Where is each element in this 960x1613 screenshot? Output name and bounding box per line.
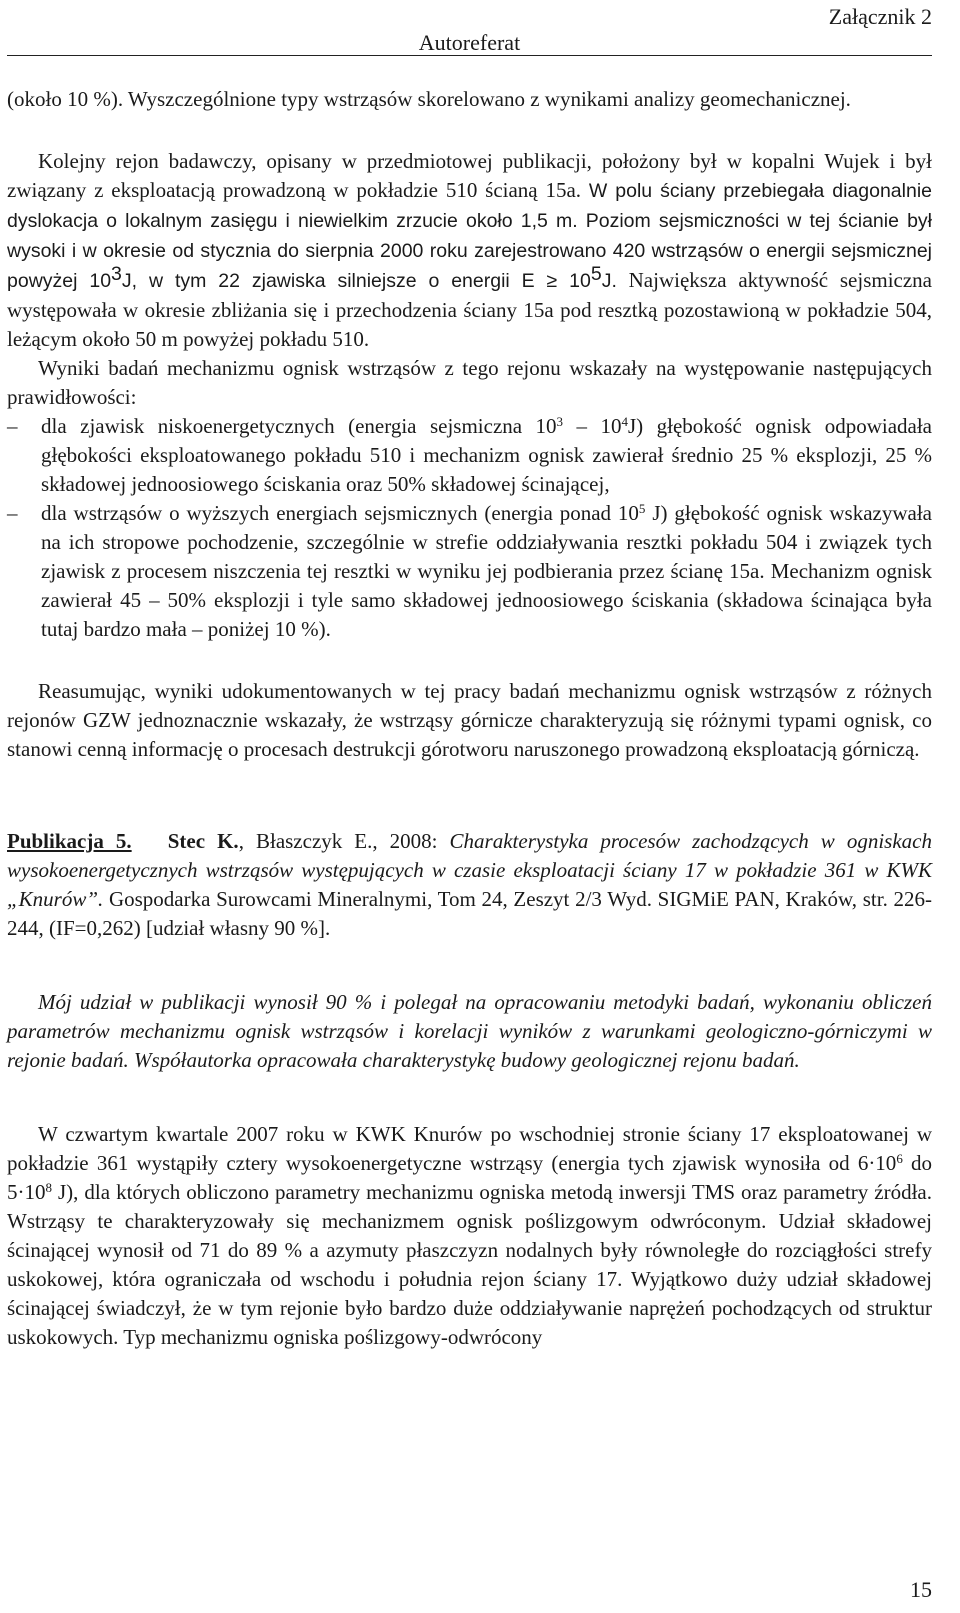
paragraph-2: Kolejny rejon badawczy, opisany w przedmiotowej publikacji, położony był w kopalni Wujek i był związany z eksploatacją prowadzoną w pokładzie 510 ścianą 15a. W polu ściany przebiegała diagonalnie dyslokacja o lokalnym zasięgu i niewielkim zrzucie około 1,5 m. Poziom sejsmiczności w tej ścianie był wysoki i w okresie od stycznia do sierpnia 2000 roku zarejestrowano 420 wstrząsów o energii sejsmicznej powyżej $10^3J$, w tym 22 zjawiska silniejsze o energii $E \ge 10^5J$. Największa aktywność sejsmiczna występowała w okresie zbliżania się i przechodzenia ściany 15a pod resztką pozostawioną w pokładzie 504, leżącym około 50 m powyżej pokładu 510. (7, 149, 933, 351)
dash-bullet: – (7, 414, 18, 438)
list-item: – dla zjawisk niskoenergetycznych (energia sejsmiczna $10^3 - 10^4J$) głębokość ognisk odpowiadała głębokości eksploatowanego pokładu 510 i mechanizm ognisk zawierał średnio 25 % eksplozji, 25 % składowej jednoosiowego ściskania oraz 50% składowej ścinającej, (7, 414, 932, 496)
document-title: Autoreferat (418, 30, 521, 55)
publication-label: Publikacja 5. (7, 829, 132, 853)
dash-bullet: – (7, 501, 18, 525)
paragraph-5: W czwartym kwartale 2007 roku w KWK Knurów po wschodniej stronie ściany 17 eksploatowanej w pokładzie 361 wystąpiły cztery wysokoenergetyczne wstrząsy (energia tych zjawisk wynosiła od $6\cdot 10^6$ do $5\cdot 10^8$ J), dla których obliczono parametry mechanizmu ogniska metodą inwersji TMS oraz parametry źródła. Wstrząsy te charakteryzowały się mechanizmem ognisk poślizgowym odwróconym. Udział składowej ścinającej wynosił od 71 do 89 % a azymuty płaszczyzn nodalnych były równoległe do rozciągłości strefy uskokowej, która ograniczała od wschodu i południa rejon ściany 17. Wyjątkowo duży udział składowej ścinającej świadczył, że w tym rejonie było bardzo duże oddziaływanie naprężeń pochodzących od struktur uskokowych. Typ mechanizmu ogniska poślizgowy-odwrócony (7, 1122, 932, 1349)
list-item: – dla wstrząsów o wyższych energiach sejsmicznych (energia ponad $10^5$ J) głębokość ognisk wskazywała na ich stropowe pochodzenie, szczególnie w strefie oddziaływania resztki pokładu 504 i związek tych zjawisk z procesem niszczenia tej resztki w wyniku jej podbierania przez ścianę 15a. Mechanizm ognisk zawierał 45 – 50% eksplozji i tyle samo składowej jednoosiowego ściskania (składowa ścinająca była tutaj bardzo mała – poniżej 10 %). (7, 501, 932, 641)
paragraph-summary: Reasumując, wyniki udokumentowanych w tej pracy badań mechanizmu ognisk wstrząsów z różnych rejonów GZW jednoznacznie wskazały, że wstrząsy górnicze charakteryzują się różnymi typami ognisk, co stanowi cenną informację o procesach destrukcji górotworu naruszonego prowadzoną eksploatacją górniczą. (7, 679, 932, 761)
paragraph-1: (około 10 %). Wyszczególnione typy wstrząsów skorelowano z wynikami analizy geomechanicznej. (7, 87, 851, 111)
page-header (7, 0, 932, 58)
paragraph-3: Wyniki badań mechanizmu ognisk wstrząsów z tego rejonu wskazały na występowanie następujących prawidłowości: (7, 356, 932, 409)
header-rule (7, 55, 932, 56)
publication-citation: Publikacja 5. Stec K., Błaszczyk E., 2008: Charakterystyka procesów zachodzących w ogniskach wysokoenergetycznych wstrząsów występujących w czasie eksploatacji ściany 17 w pokładzie 361 w KWK „Knurów”. Gospodarka Surowcami Mineralnymi, Tom 24, Zeszyt 2/3 Wyd. SIGMiE PAN, Kraków, str. 226-244, (IF=0,262) [udział własny 90 %]. (7, 829, 932, 940)
publication-title: Charakterystyka procesów zachodzących w ogniskach wysokoenergetycznych wstrząsów występujących w czasie eksploatacji ściany 17 w pokładzie 361 w KWK „Knurów”. (7, 829, 932, 911)
author-highlight: Stec K. (167, 829, 239, 853)
document-page (7, 0, 932, 1352)
attachment-label: Załącznik 2 (828, 4, 932, 29)
page-number: 15 (910, 1577, 932, 1602)
contribution-statement: Mój udział w publikacji wynosił 90 % i polegał na opracowaniu metodyki badań, wykonaniu obliczeń parametrów mechanizmu ognisk wstrząsów i korelacji wyników z warunkami geologiczno-górniczymi w rejonie badań. Współautorka opracowała charakterystykę budowy geologicznej rejonu badań. (7, 990, 932, 1072)
